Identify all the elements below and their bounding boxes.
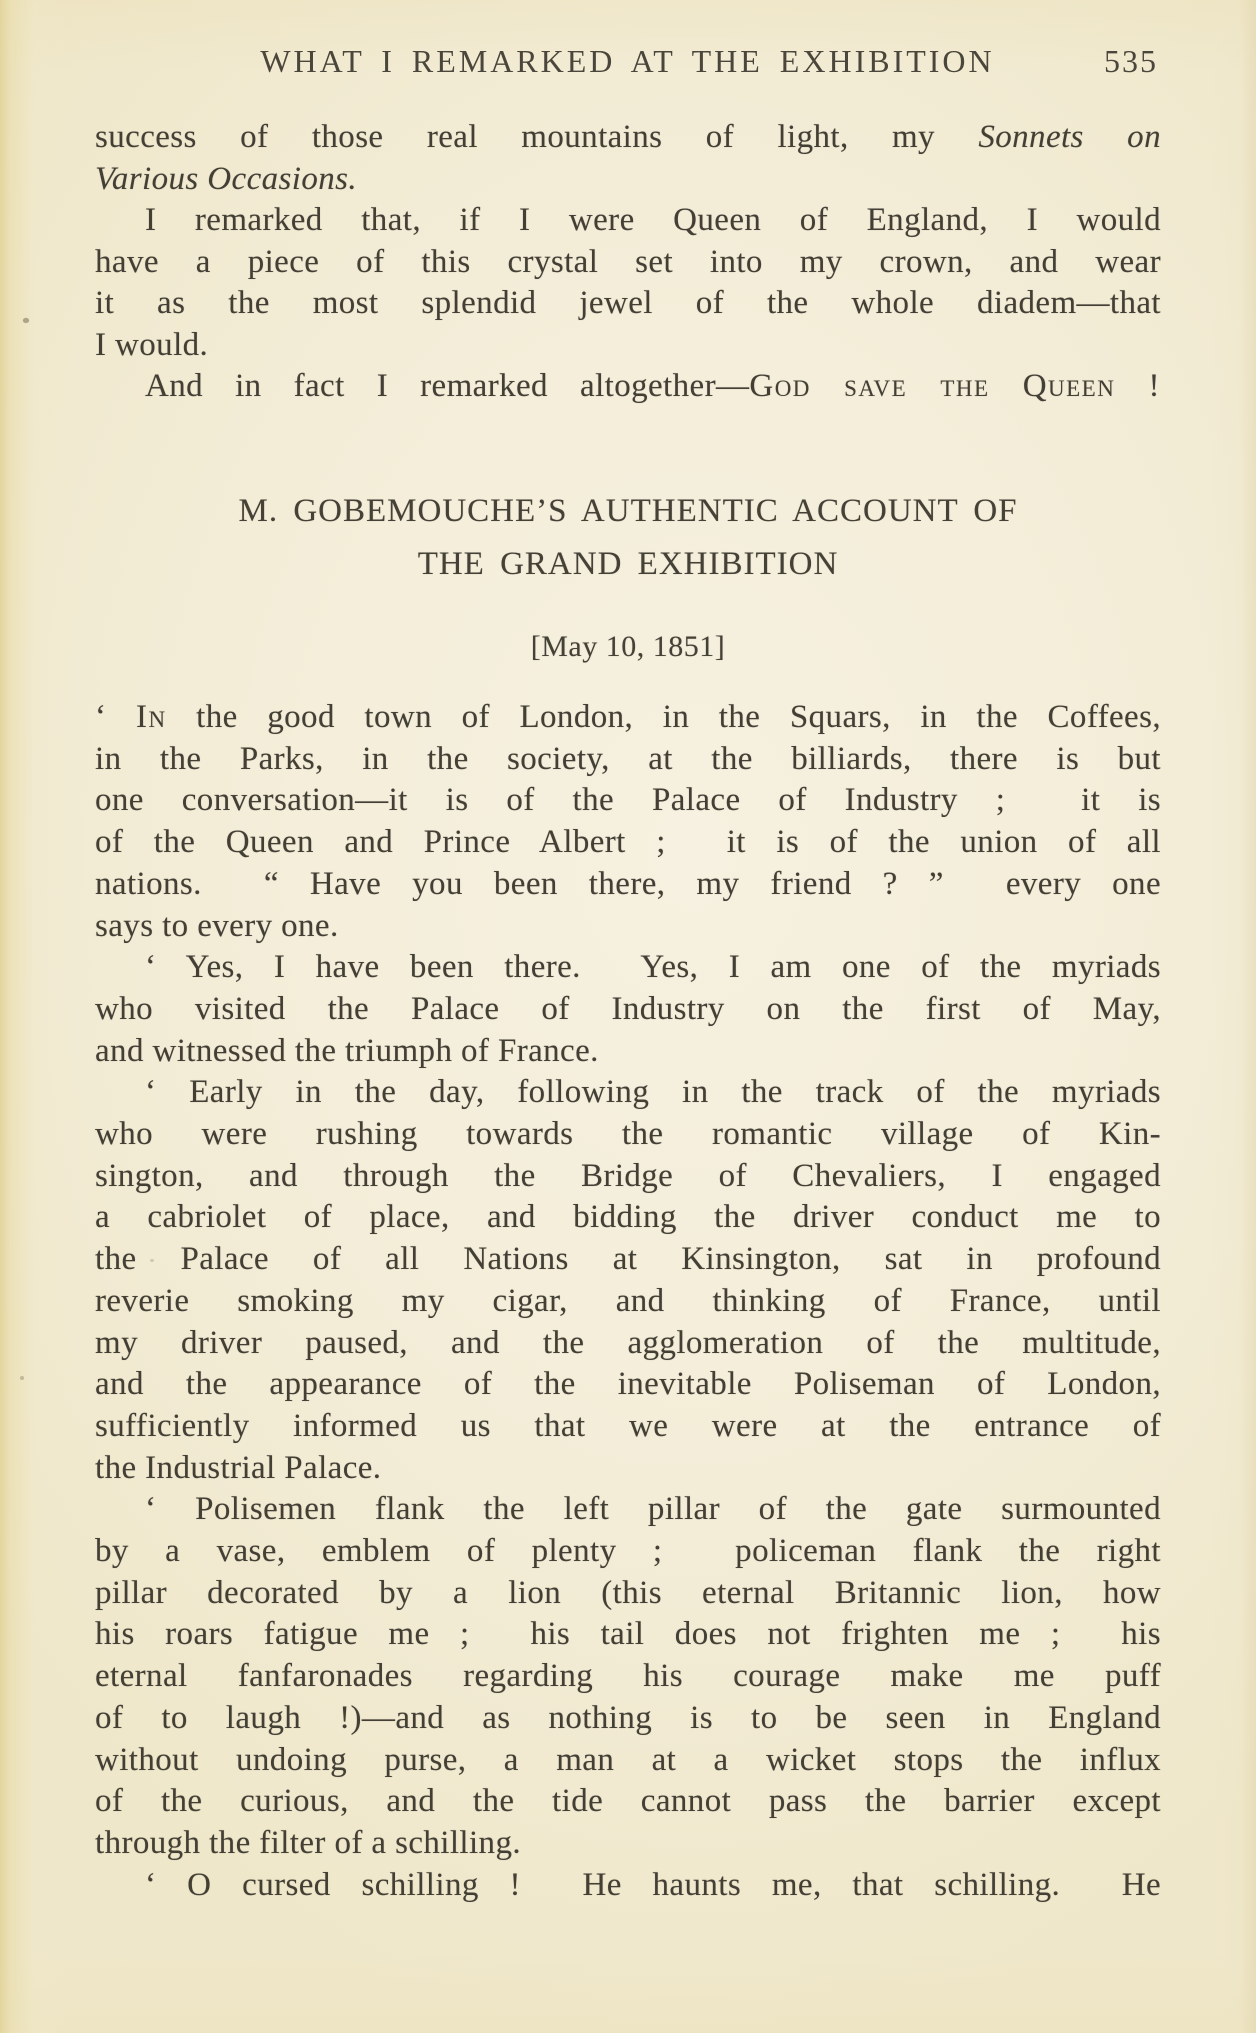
text-line: [95, 780, 1161, 822]
section-heading: [95, 485, 1161, 591]
text-line: [95, 1323, 1161, 1365]
text-line: [95, 1072, 1161, 1114]
text-segment: eternal fanfaronades regarding his courage make me puff: [95, 1658, 1161, 1695]
paper-speck: [23, 318, 29, 323]
text-segment: success of those real mountains of light, my: [95, 119, 979, 155]
text-line: [95, 1781, 1161, 1823]
text-line: [95, 1281, 1161, 1323]
text-segment: I remarked that, if I were Queen of England, I would: [145, 202, 1161, 238]
text-segment: ‘ Early in the day, following in the track of the myriads: [145, 1074, 1161, 1111]
text-line: [95, 242, 1161, 284]
text-segment: And in fact I remarked altogether—: [145, 368, 750, 404]
text-line: [95, 1448, 1161, 1490]
text-segment: ‘ Yes, I have been there. Yes, I am one of the myriads: [145, 949, 1161, 986]
paper-speck: [150, 1259, 154, 1262]
text-line: [95, 117, 1161, 159]
text-segment: and the appearance of the inevitable Poliseman of London,: [95, 1366, 1161, 1403]
text-line: [95, 739, 1161, 781]
text-segment: of to laugh !)—and as nothing is to be seen in England: [95, 1699, 1161, 1736]
text-line: [95, 1865, 1161, 1907]
text-segment: the Palace of all Nations at Kinsington, sat in profound: [95, 1241, 1161, 1278]
text-line: [95, 1698, 1161, 1740]
text-line: [95, 906, 1161, 948]
text-line: [95, 1614, 1161, 1656]
italic-text: Various Occasions.: [95, 160, 358, 197]
intro-paragraphs: [95, 117, 1161, 408]
text-segment: pillar decorated by a lion (this eternal Britannic lion, how: [95, 1574, 1161, 1611]
small-caps-text: In: [135, 699, 167, 735]
text-segment: sufficiently informed us that we were at the entrance of: [95, 1407, 1161, 1444]
text-line: [95, 325, 1161, 367]
text-segment: sington, and through the Bridge of Chevaliers, I engaged: [95, 1157, 1161, 1194]
text-segment: the good town of London, in the Squars, in the Coffees,: [166, 699, 1161, 735]
text-segment: have a piece of this crystal set into my crown, and wear: [95, 243, 1161, 280]
text-segment: without undoing purse, a man at a wicket stops the influx: [95, 1741, 1161, 1778]
text-line: [95, 1573, 1161, 1615]
text-segment: ‘: [95, 699, 136, 735]
page-header: [95, 43, 1160, 79]
section-heading-line2: THE GRAND EXHIBITION: [417, 546, 839, 582]
text-segment: nations. “ Have you been there, my friend ? ” every one: [95, 865, 1161, 902]
text-segment: a cabriolet of place, and bidding the driver conduct me to: [95, 1199, 1161, 1236]
text-segment: ‘ Polisemen flank the left pillar of the gate surmounted: [145, 1491, 1161, 1528]
text-segment: through the filter of a schilling.: [95, 1824, 522, 1861]
text-segment: it as the most splendid jewel of the whole diadem—that: [95, 285, 1161, 321]
text-segment: one conversation—it is of the Palace of Industry ; it is: [95, 782, 1161, 819]
small-caps-text: God save the Queen !: [749, 368, 1161, 404]
text-segment: by a vase, emblem of plenty ; policeman flank the right: [95, 1533, 1161, 1570]
text-line: [95, 283, 1161, 325]
text-line: [95, 1114, 1161, 1156]
text-line: [95, 1031, 1161, 1073]
text-segment: who visited the Palace of Industry on the first of May,: [95, 990, 1161, 1027]
text-segment: my driver paused, and the agglomeration of the multitude,: [95, 1324, 1161, 1361]
text-line: [95, 989, 1161, 1031]
text-segment: of the curious, and the tide cannot pass the barrier except: [95, 1783, 1161, 1820]
date-line: [May 10, 1851]: [530, 630, 726, 663]
text-line: [95, 1239, 1161, 1281]
text-line: [95, 1656, 1161, 1698]
text-line: [95, 1531, 1161, 1573]
text-segment: the Industrial Palace.: [95, 1449, 382, 1486]
text-line: [95, 864, 1161, 906]
text-line: [95, 366, 1161, 408]
text-segment: I would.: [95, 326, 209, 363]
text-line: [95, 947, 1161, 989]
text-line: [95, 1823, 1161, 1865]
running-head: WHAT I REMARKED AT THE EXHIBITION: [260, 43, 995, 79]
italic-text: Sonnets on: [978, 119, 1161, 155]
text-line: [95, 159, 1161, 201]
text-line: [95, 1406, 1161, 1448]
text-line: [95, 697, 1161, 739]
text-segment: says to every one.: [95, 907, 339, 944]
text-line: [95, 1197, 1161, 1239]
page-number: 535: [1104, 43, 1158, 79]
text-line: [95, 200, 1161, 242]
account-paragraphs: [95, 697, 1161, 1906]
text-segment: who were rushing towards the romantic village of Kin-: [95, 1116, 1161, 1153]
text-line: [95, 1156, 1161, 1198]
text-line: [95, 1489, 1161, 1531]
text-line: [95, 822, 1161, 864]
text-line: [95, 1740, 1161, 1782]
text-segment: in the Parks, in the society, at the billiards, there is but: [95, 740, 1161, 777]
text-segment: of the Queen and Prince Albert ; it is of the union of all: [95, 824, 1161, 861]
text-segment: his roars fatigue me ; his tail does not frighten me ; his: [95, 1616, 1161, 1653]
text-line: [95, 1364, 1161, 1406]
section-heading-line1: M. GOBEMOUCHE’S AUTHENTIC ACCOUNT OF: [238, 493, 1018, 529]
paper-speck: [20, 1376, 24, 1380]
text-segment: ‘ O cursed schilling ! He haunts me, that schilling. He: [145, 1866, 1161, 1903]
text-segment: and witnessed the triumph of France.: [95, 1032, 599, 1069]
text-segment: reverie smoking my cigar, and thinking of France, until: [95, 1282, 1161, 1319]
